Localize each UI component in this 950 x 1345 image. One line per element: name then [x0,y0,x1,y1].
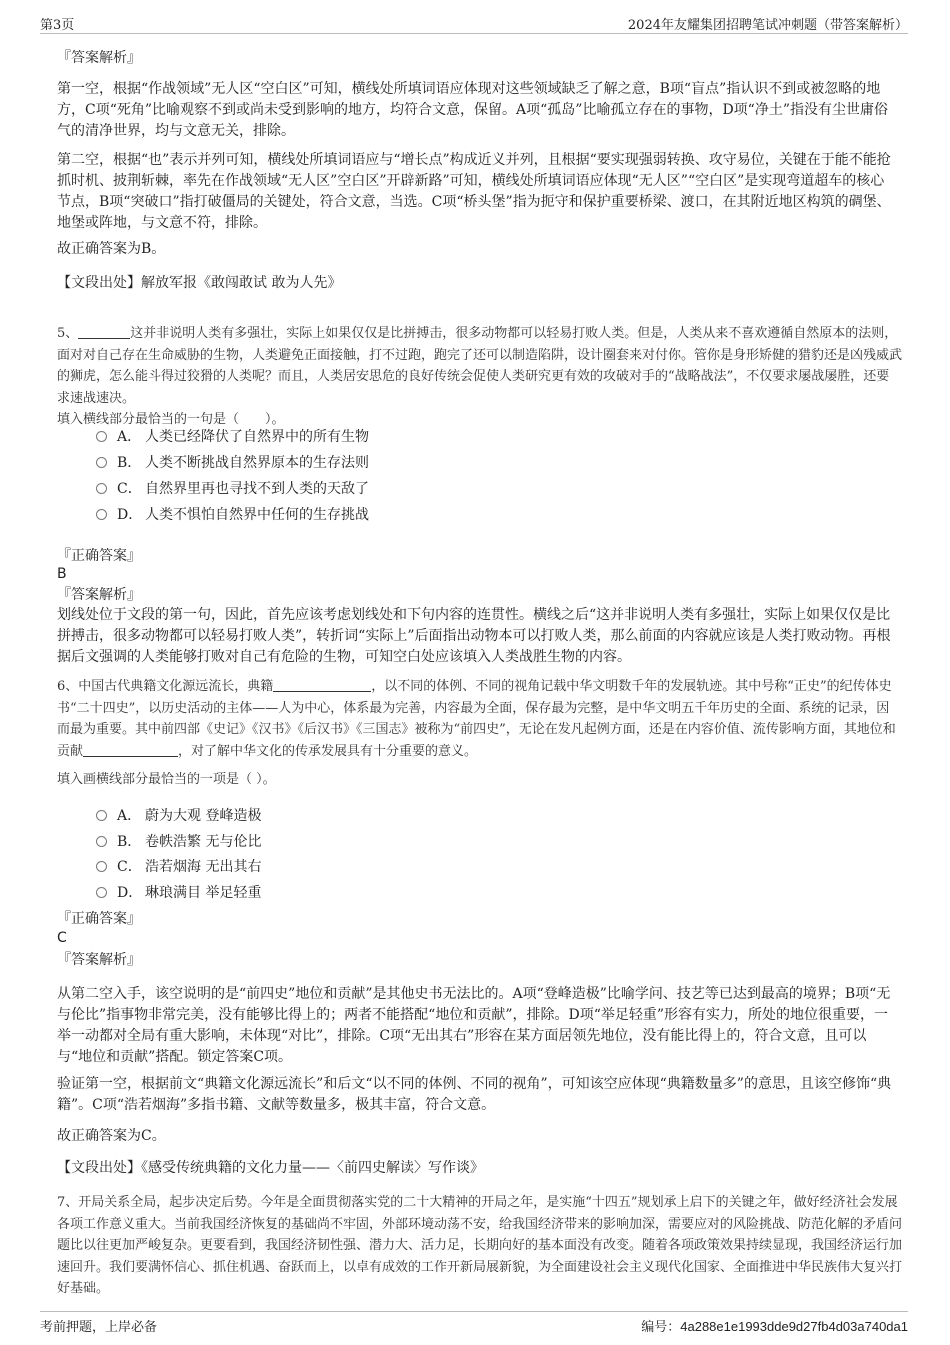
option-text: 人类不惧怕自然界中任何的生存挑战 [145,507,369,523]
header-divider [40,33,908,34]
option-text: 浩若烟海 无出其右 [145,859,262,875]
document-code [641,1316,908,1335]
q6-analysis-p2: 验证第一空，根据前文“典籍文化源远流长”和后文“以不同的体例、不同的视角”，可知该空应体现“典籍数量多”的意思，且该空修饰“典籍”。C项“浩若烟海”多指书籍、文献等数量多，极其丰富，符合文意。 [57,1076,892,1113]
radio-button[interactable] [96,483,107,494]
q6-conclusion: 故正确答案为C。 [57,1128,166,1144]
q5-stem-text: 这并非说明人类有多强壮，实际上如果仅仅是比拼搏击，很多动物都可以轻易打败人类。但是，人类从来不喜欢遵循自然原本的法则，面对对自己存在生命威胁的生物，人类避免正面接触，打不过跑，跑完了还可以制造陷阱，设计圈套来对付你。管你是身形矫健的猎豹还是凶残威武的狮虎，怎么能斗得过狡猾的人类呢？而且，人类居安思危的良好传统会促使人类研究更有效的攻破对手的“战略战法”，不仅要求屡战屡胜，还要求速战速决。 [57,326,903,406]
q5-number: 5、 [57,326,79,341]
q5-blank [78,324,130,339]
q5-stem [57,323,902,431]
q5-answer-title: 『正确答案』 [57,548,141,564]
radio-button[interactable] [96,887,107,898]
q6-option-d[interactable] [96,883,261,903]
q4-source: 【文段出处】解放军报《敢闯敢试 敢为人先》 [57,275,342,291]
q4-conclusion: 故正确答案为B。 [57,241,166,257]
radio-button[interactable] [96,861,107,872]
q5-option-b[interactable] [96,453,369,473]
radio-button[interactable] [96,836,107,847]
q6-blank-2 [83,742,178,757]
q6-stem [57,676,902,762]
footer-slogan: 考前押题，上岸必备 [40,1320,158,1335]
q6-blank-1 [273,677,371,692]
option-key: D． [117,885,143,901]
q6-option-a[interactable] [96,806,261,826]
q5-option-d[interactable] [96,505,369,525]
q5-analysis-title: 『答案解析』 [57,587,141,603]
option-text: 蔚为大观 登峰造极 [145,808,262,824]
code-value: 4a288e1e1993dde9d27fb4d03a740da1 [680,1319,908,1334]
option-text: 卷帙浩繁 无与伦比 [145,834,262,850]
footer-divider [40,1311,908,1312]
q4-analysis-p1: 第一空，根据“作战领域”无人区“空白区”可知，横线处所填词语应体现对这些领域缺乏了解之意，B项“盲点”指认识不到或被忽略的地方，C项“死角”比喻观察不到或尚未受到影响的地方，均符合文意，保留。A项“孤岛”比喻孤立存在的事物，D项“净土”指没有尘世庸俗气的清净世界，均与文意无关，排除。 [57,81,888,139]
q6-stem-part1: 中国古代典籍文化源远流长，典籍 [78,679,274,694]
option-key: A． [117,429,142,445]
q6-stem-part3: ，对了解中华文化的传承发展具有十分重要的意义。 [178,743,478,759]
radio-button[interactable] [96,431,107,442]
q4-analysis-title: 『答案解析』 [57,50,141,66]
document-title: 2024年友耀集团招聘笔试冲刺题（带答案解析） [627,18,908,33]
option-text: 人类已经降伏了自然界中的所有生物 [145,429,369,445]
option-key: B． [117,455,142,471]
q6-analysis-title: 『答案解析』 [57,952,141,968]
code-label: 编号： [641,1320,681,1335]
q6-answer-title: 『正确答案』 [57,911,141,927]
q6-analysis-p1: 从第二空入手，该空说明的是“前四史”地位和贡献”是其他史书无法比的。A项“登峰造极”比喻学问、技艺等已达到最高的境界；B项“无与伦比”指事物非常完美，没有能够比得上的；两者不能搭配“地位和贡献”，排除。D项“举足轻重”形容有实力，所处的地位很重要，一举一动都对全局有重大影响，未体现“对比”，排除。C项“无出其右”形容在某方面居领先地位，没有能比得上的，符合文意，且可以与“地位和贡献”搭配。锁定答案C项。 [57,986,891,1065]
q7-stem-text: 开局关系全局，起步决定后势。今年是全面贯彻落实党的二十大精神的开局之年，是实施“十四五”规划承上启下的关键之年，做好经济社会发展各项工作意义重大。当前我国经济恢复的基础尚不牢固，外部环境动荡不安，给我国经济带来的影响加深，需要应对的风险挑战、防范化解的矛盾问题比以往更加严峻复杂。更要看到，我国经济韧性强、潜力大、活力足，长期向好的基本面没有改变。随着各项政策效果持续显现，我国经济运行加速回升。我们要满怀信心、抓住机遇、奋跃而上，以卓有成效的工作开新局展新貌，为全面建设社会主义现代化国家、全面推进中华民族伟大复兴打好基础。 [57,1195,903,1296]
q5-answer: B [57,566,67,582]
option-key: D． [117,507,143,523]
page-number: 第3页 [40,18,75,33]
q5-prompt: 填入横线部分最恰当的一句是（ ）。 [57,412,285,427]
option-key: B． [117,834,142,850]
page-header [0,0,950,34]
radio-button[interactable] [96,457,107,468]
option-key: A． [117,808,142,824]
q6-option-c[interactable] [96,857,261,877]
q5-option-a[interactable] [96,427,369,447]
option-key: C． [117,859,142,875]
q5-analysis: 划线处位于文段的第一句，因此，首先应该考虑划线处和下句内容的连贯性。横线之后“这并非说明人类有多强壮，实际上如果仅仅是比拼搏击，很多动物都可以轻易打败人类”，转折词“实际上”后面指出动物本可以打败人类，那么前面的内容就应该是人类打败动物。再根据后文强调的人类能够打败对自己有危险的生物，可知空白处应该填入人类战胜生物的内容。 [57,607,891,665]
q7-stem [57,1192,902,1300]
radio-button[interactable] [96,509,107,520]
radio-button[interactable] [96,810,107,821]
q6-number: 6、 [57,679,79,694]
option-text: 琳琅满目 举足轻重 [145,885,262,901]
q6-stem-part2: ，以不同的体例、不同的视角记载中华文明数千年的发展轨迹。其中号称“正史”的纪传体史书“二十四史”，以历史活动的主体——人为中心，体系最为完善，内容最为全面，保存最为完整，是中华文明五千年历史的全面、系统的记录，因而最为重要。其中前四部《史记》《汉书》《后汉书》《三国志》被称为“前四史”，无论在发凡起例方面，还是在内容价值、流传影响方面，其地位和贡献 [57,679,896,759]
option-text: 人类不断挑战自然界原本的生存法则 [145,455,369,471]
option-text: 自然界里再也寻找不到人类的天敌了 [145,481,369,497]
q7-number: 7、 [57,1195,79,1210]
q6-answer: C [57,930,67,946]
page-footer [0,1304,950,1344]
q6-prompt: 填入画横线部分最恰当的一项是（ ）。 [57,772,276,787]
q6-option-b[interactable] [96,832,261,852]
q6-source: 【文段出处】《感受传统典籍的文化力量——〈前四史解读〉写作谈》 [57,1160,484,1176]
q4-analysis-p2: 第二空，根据“也”表示并列可知，横线处所填词语应与“增长点”构成近义并列，且根据“要实现强弱转换、攻守易位，关键在于能不能抢抓时机、披荆斩棘，率先在作战领域“无人区”空白区”开辟新路”可知，横线处所填词语应体现“无人区”“空白区”是实现弯道超车的核心节点，B项“突破口”指打破僵局的关键处，符合文意，当选。C项“桥头堡”指为扼守和保护重要桥梁、渡口，在其附近地区构筑的碉堡、地堡或阵地，与文意不符，排除。 [57,152,891,231]
q5-option-c[interactable] [96,479,369,499]
option-key: C． [117,481,142,497]
